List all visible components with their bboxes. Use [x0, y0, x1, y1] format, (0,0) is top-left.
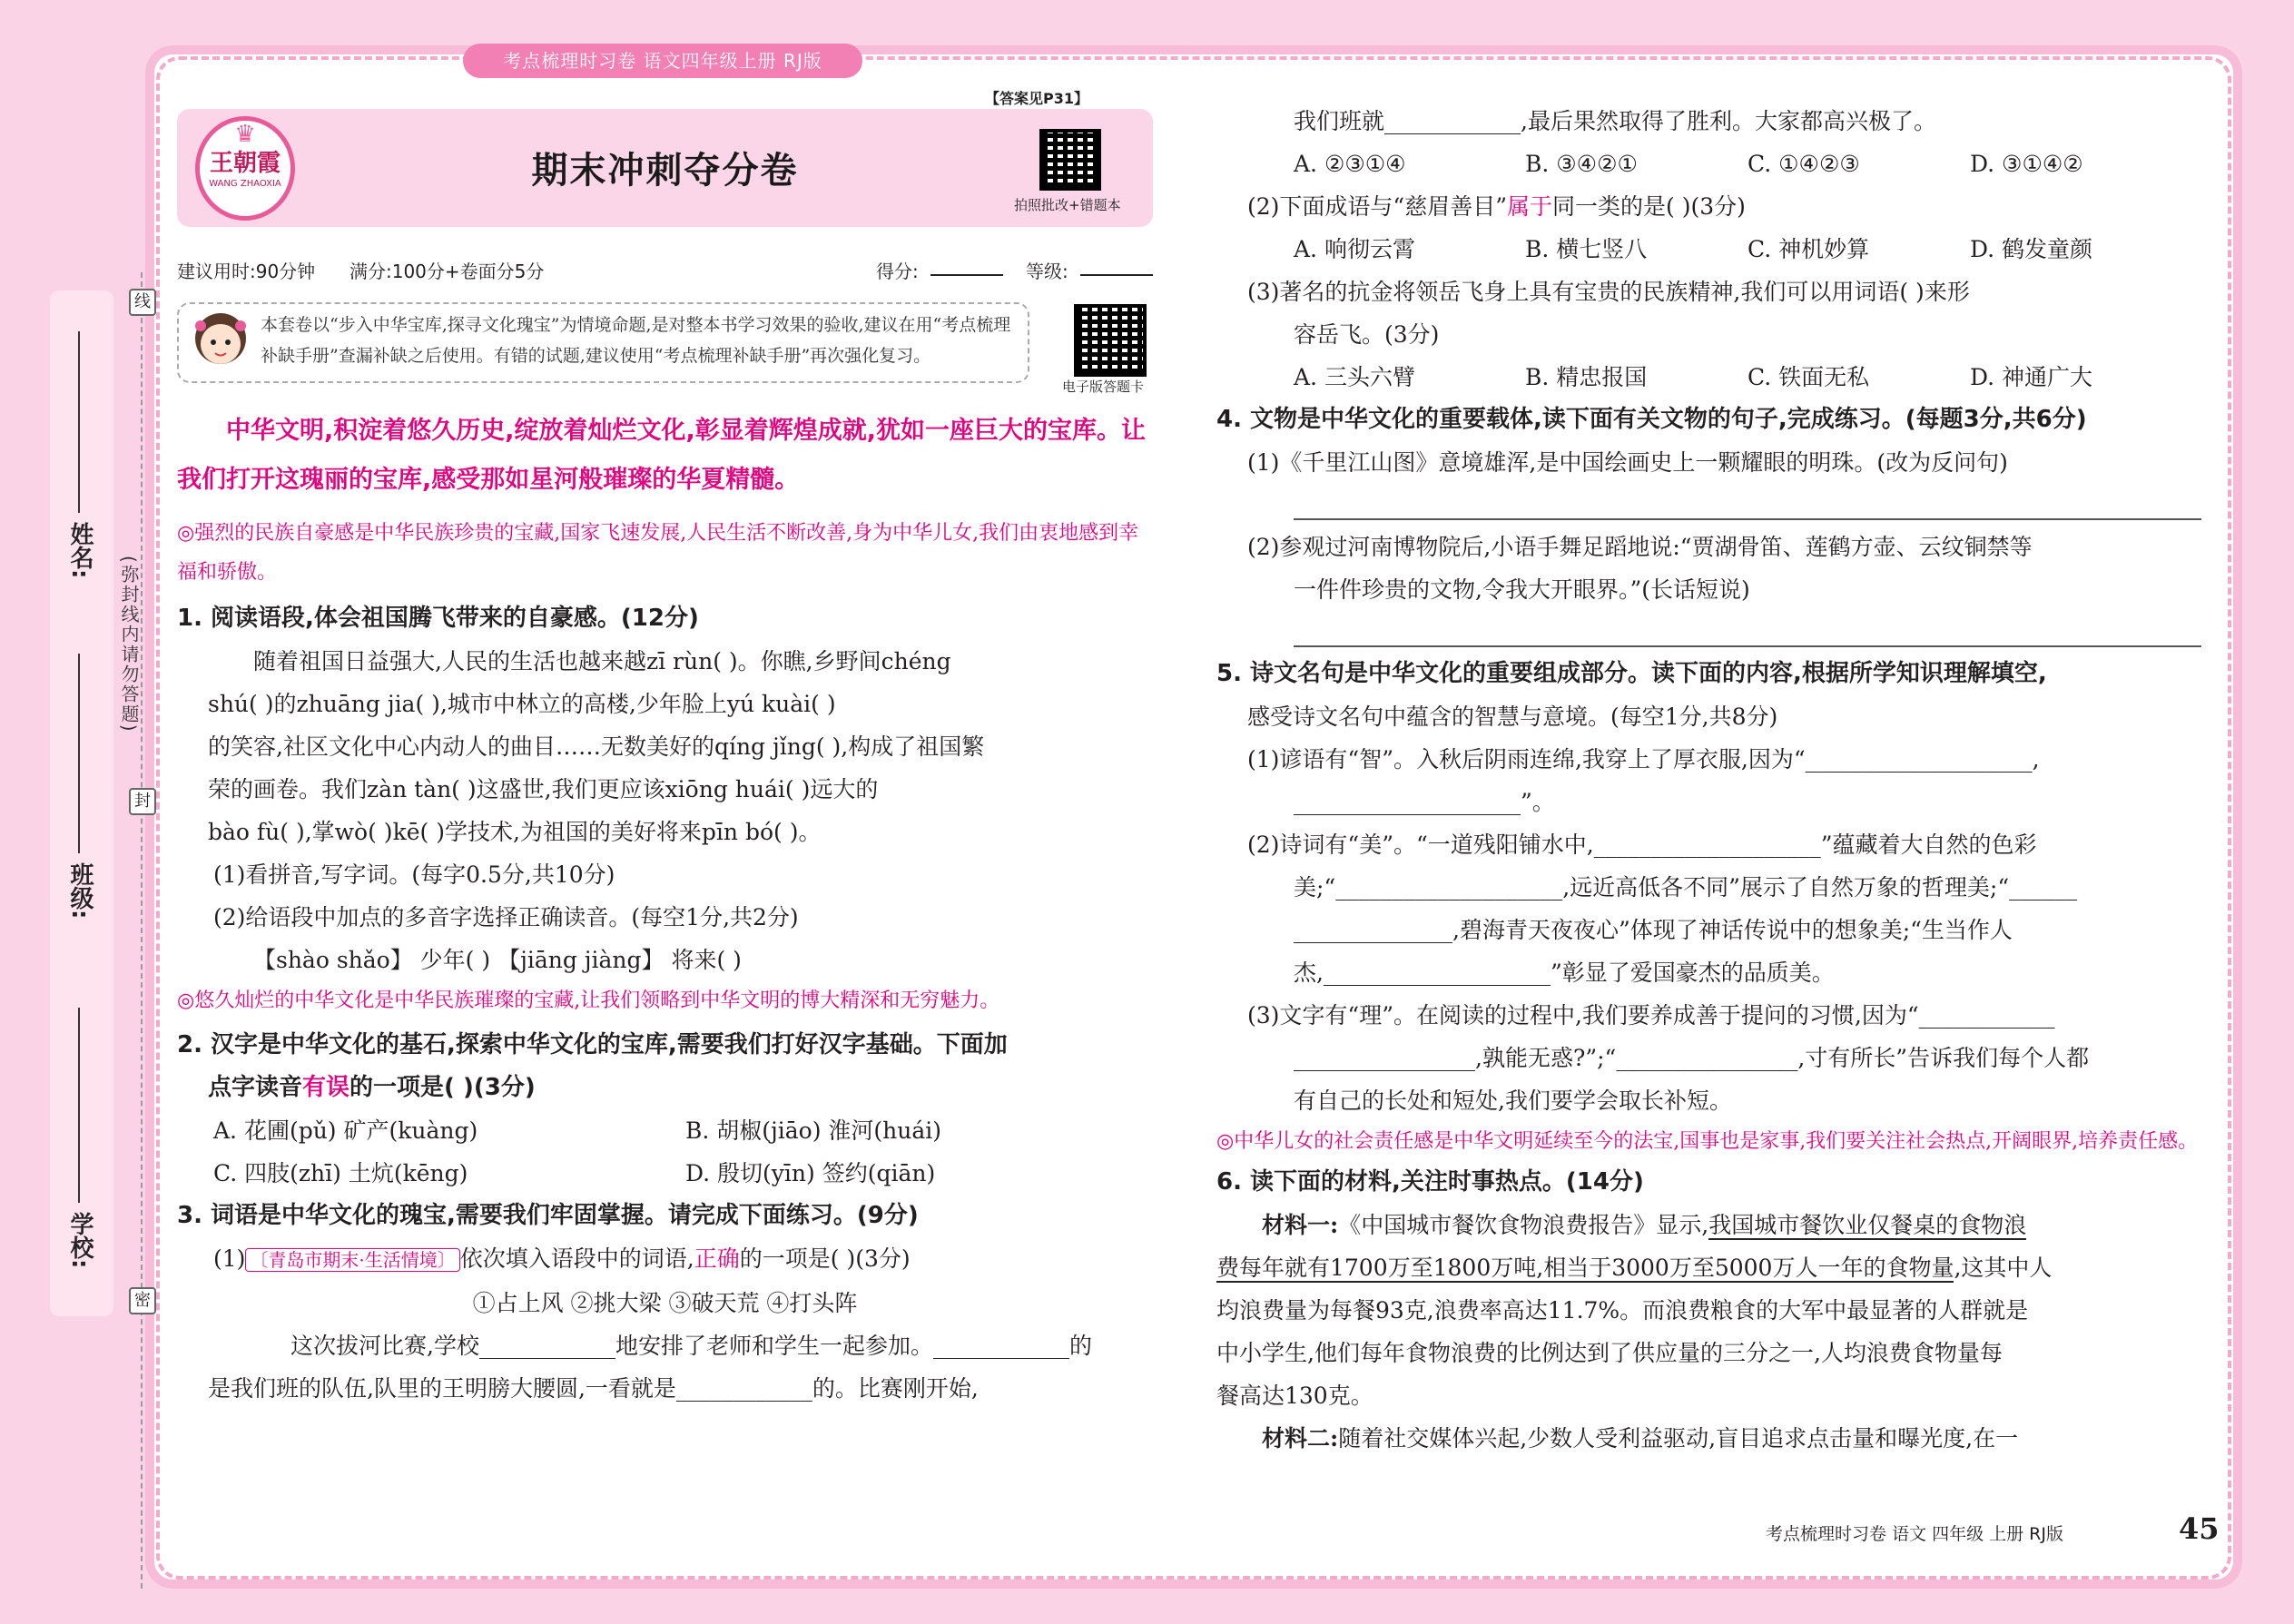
material-1-underlined-2: 费每年就有1700万至1800万吨,相当于3000万至5000万人一年的食物量	[1216, 1255, 1954, 1281]
q3-paragraph-2: 是我们班的队伍,队里的王明膀大腰圆,一看就是____________的。比赛刚开始,	[208, 1375, 979, 1402]
q2-title-text: 点字读音	[208, 1074, 303, 1101]
answer-sheet-caption: 电子版答题卡	[1062, 379, 1145, 395]
page-title: 期末冲刺夺分卷	[531, 150, 799, 192]
q2-option-b[interactable]: B. 胡椒(jiāo) 淮河(huái)	[685, 1117, 942, 1144]
material-2-label: 材料二:	[1262, 1425, 1339, 1452]
score-label: 满分:100分+卷面分5分	[350, 261, 545, 282]
question-5-title-cont: 感受诗文名句中蕴含的智慧与意境。(每空1分,共8分)	[1247, 704, 1778, 730]
theme-note-1: ◎强烈的民族自豪感是中华民族珍贵的宝藏,国家飞速发展,人民生活不断改善,身为中华儿女,我们由衷地感到幸福和骄傲。	[177, 522, 1139, 584]
q5-sub-1: (1)谚语有“智”。入秋后阴雨连绵,我穿上了厚衣服,因为“____________________,	[1247, 746, 2040, 773]
q3-1-option-a[interactable]: A. ②③①④	[1294, 151, 1406, 177]
q3-sub-3: (3)著名的抗金将领岳飞身上具有宝贵的民族精神,我们可以用词语( )来形	[1247, 279, 1970, 305]
q3-emphasis: 正确	[694, 1245, 740, 1272]
logo-sub: WANG ZHAOXIA	[209, 179, 281, 189]
q1-line-5: bào fù( ),掌wò( )kē( )学技术,为祖国的美好将来pīn bó( )。	[208, 819, 822, 845]
q1-sub-1: (1)看拼音,写字词。(每字0.5分,共10分)	[213, 861, 615, 888]
q3-3-option-b[interactable]: B. 精忠报国	[1525, 364, 1648, 390]
q5-sub-3-line-3: 有自己的长处和短处,我们要学会取长补短。	[1294, 1088, 1732, 1114]
question-5-title: 5. 诗文名句是中华文化的重要组成部分。读下面的内容,根据所学知识理解填空,	[1216, 660, 2047, 687]
q6-material-1-line-2	[1216, 1246, 2201, 1289]
answer-sheet-qr-icon[interactable]	[1074, 304, 1147, 377]
logo-brand: 王朝霞	[209, 150, 281, 177]
question-3-title: 3. 词语是中华文化的瑰宝,需要我们牢固掌握。请完成下面练习。(9分)	[177, 1202, 919, 1229]
q6-material-1-line-3: 均浪费量为每餐93克,浪费率高达11.7%。而浪费粮食的大军中最显著的人群就是	[1216, 1297, 2029, 1324]
material-1-label: 材料一:	[1262, 1212, 1339, 1238]
page-number: 45	[2179, 1511, 2220, 1546]
q3-1-option-d[interactable]: D. ③①④②	[1970, 151, 2083, 177]
seal-mark-feng: 封	[129, 788, 156, 815]
question-2-title: 2. 汉字是中华文化的基石,探索中华文化的宝库,需要我们打好汉字基础。下面加	[177, 1031, 1008, 1058]
material-1-underlined-1: 我国城市餐饮业仅餐桌的食物浪	[1708, 1212, 2027, 1238]
material-2-text: 随着社交媒体兴起,少数人受利益驱动,盲目追求点击量和曝光度,在一	[1338, 1425, 2019, 1452]
q4-answer-line-1[interactable]	[1294, 484, 2201, 520]
q3-source-tag: 〔青岛市期末·生活情境〕	[245, 1248, 459, 1272]
grade-field[interactable]	[1080, 272, 1153, 276]
q3-sub-2	[1216, 185, 2201, 228]
series-tab: 考点梳理时习卷 语文四年级上册 RJ版	[463, 44, 862, 78]
binding-strip	[50, 290, 113, 1316]
question-6-title: 6. 读下面的材料,关注时事热点。(14分)	[1216, 1168, 1644, 1196]
tip-text: 本套卷以“步入中华宝库,探寻文化瑰宝”为情境命题,是对整本书学习效果的验收,建议在用“考点梳理补缺手册”查漏补缺之后使用。有错的试题,建议使用“考点梳理补缺手册”再次强化复习。	[261, 315, 1011, 366]
time-label: 建议用时:90分钟	[177, 261, 316, 282]
right-column	[1216, 100, 2201, 1460]
question-1-title: 1. 阅读语段,体会祖国腾飞带来的自豪感。(12分)	[177, 605, 699, 632]
school-label: 学校:	[66, 1212, 94, 1269]
q3-sub2-emphasis: 属于	[1506, 193, 1552, 220]
q6-material-1-line-4: 中小学生,他们每年食物浪费的比例达到了供应量的三分之一,人均浪费食物量每	[1216, 1340, 2003, 1366]
q2-title-end: 的一项是( )(3分)	[350, 1074, 536, 1101]
q4-sub-2: (2)参观过河南博物院后,小语手舞足蹈地说:“贾湖骨笛、莲鹤方壶、云纹铜禁等	[1247, 534, 2033, 560]
tip-box	[177, 302, 1029, 383]
q3-2-option-c[interactable]: C. 神机妙算	[1748, 236, 1870, 262]
q4-answer-line-2[interactable]	[1294, 611, 2201, 647]
grade-label: 等级:	[1026, 261, 1068, 282]
q5-sub-3-line-2: ________________,孰能无惑?”;“________________,寸有所长”告诉我们每个人都	[1294, 1045, 2090, 1071]
q3-2-option-b[interactable]: B. 横七竖八	[1525, 236, 1648, 262]
question-2-title-cont	[177, 1067, 1153, 1109]
q3-paragraph-3: 我们班就____________,最后果然取得了胜利。大家都高兴极了。	[1294, 108, 1936, 134]
q6-material-1-line-5: 餐高达130克。	[1216, 1383, 1373, 1409]
q2-emphasis: 有误	[302, 1074, 350, 1101]
q2-option-d[interactable]: D. 殷切(yīn) 签约(qiān)	[685, 1160, 936, 1186]
q5-sub-3: (3)文字有“理”。在阅读的过程中,我们要养成善于提问的习惯,因为“____________	[1247, 1002, 2055, 1029]
intro-paragraph: 中华文明,积淀着悠久历史,绽放着灿烂文化,彰显着辉煌成就,犹如一座巨大的宝库。让我们打开这瑰丽的宝库,感受那如星河般璀璨的华夏精髓。	[177, 417, 1147, 494]
q1-line-3: 的笑容,社区文化中心内动人的曲目……无数美好的qíng jǐng( ),构成了祖国繁	[208, 733, 985, 760]
answer-reference: 【答案见P31】	[985, 90, 1088, 107]
school-field[interactable]	[78, 1008, 80, 1203]
q4-sub-2-cont: 一件件珍贵的文物,令我大开眼界。”(长话短说)	[1294, 576, 1750, 603]
q3-3-option-d[interactable]: D. 神通广大	[1970, 364, 2093, 390]
q3-sub1-text: 依次填入语段中的词语,	[459, 1245, 694, 1272]
q3-sub1-number: (1)	[213, 1245, 246, 1272]
q5-sub-2-line-4: 杰,____________________”彰显了爱国豪杰的品质美。	[1294, 960, 1835, 986]
q4-sub-1: (1)《千里江山图》意境雄浑,是中国绘画史上一颗耀眼的明珠。(改为反问句)	[1247, 449, 2008, 476]
girl-avatar-icon	[188, 306, 253, 377]
material-1-text: 《中国城市餐饮食物浪费报告》显示,	[1338, 1212, 1709, 1238]
question-4-title: 4. 文物是中华文化的重要载体,读下面有关文物的句子,完成练习。(每题3分,共6分)	[1216, 406, 2087, 433]
q5-sub-2-line-3: ______________,碧海青天夜夜心”体现了神话传说中的想象美;“生当作人	[1294, 917, 2013, 943]
q3-sub-3-cont: 容岳飞。(3分)	[1294, 321, 1440, 348]
seal-mark-line: 线	[129, 289, 156, 316]
q1-sub-2-options: 【shào shǎo】 少年( ) 【jiāng jiàng】 将来( )	[253, 947, 742, 973]
crown-icon: ♛	[234, 121, 256, 148]
q6-material-1	[1216, 1204, 2201, 1246]
q1-line-1: 随着祖国日益强大,人民的生活也越来越zī rùn( )。你瞧,乡野间chéng	[253, 648, 951, 674]
got-field[interactable]	[930, 272, 1003, 276]
q5-sub-2: (2)诗词有“美”。“一道残阳铺水中,____________________”蕴藏着大自然的色彩	[1247, 832, 2037, 858]
q2-option-c[interactable]: C. 四肢(zhī) 土炕(kēng)	[213, 1160, 468, 1186]
header-banner	[177, 109, 1153, 227]
theme-note-3: ◎中华儿女的社会责任感是中华文明延续至今的法宝,国事也是家事,我们要关注社会热点,开阔眼界,培养责任感。	[1216, 1130, 2199, 1153]
material-1-text-2: ,这其中人	[1954, 1255, 2053, 1281]
q3-sub2-end: 同一类的是( )(3分)	[1552, 193, 1746, 220]
q5-sub-2-line-2: 美;“____________________,远近高低各不同”展示了自然万象的哲理美;“______	[1294, 874, 2078, 901]
q5-sub-1-cont: ____________________”。	[1294, 789, 1555, 815]
q2-option-a[interactable]: A. 花圃(pǔ) 矿产(kuàng)	[213, 1117, 478, 1144]
class-field[interactable]	[78, 654, 80, 853]
q3-paragraph-1: 这次拔河比赛,学校____________地安排了老师和学生一起参加。____________的	[290, 1333, 1092, 1359]
footer-series: 考点梳理时习卷 语文 四年级 上册 RJ版	[1766, 1524, 2063, 1544]
q3-2-option-d[interactable]: D. 鹤发童颜	[1970, 236, 2093, 262]
binding-note: (弥封线内请勿答题)	[118, 556, 140, 733]
q3-1-option-c[interactable]: C. ①④②③	[1748, 151, 1860, 177]
q3-sub-1	[177, 1237, 1153, 1282]
q1-sub-2: (2)给语段中加点的多音字选择正确读音。(每空1分,共2分)	[213, 904, 799, 930]
got-label: 得分:	[876, 261, 919, 282]
q3-sub1-end: 的一项是( )(3分)	[739, 1245, 911, 1272]
q3-3-option-a[interactable]: A. 三头六臂	[1294, 364, 1415, 390]
name-label: 姓名:	[66, 522, 94, 579]
q1-line-4: 荣的画卷。我们zàn tàn( )这盛世,我们更应该xiōng huái( )远大的	[208, 776, 879, 802]
seal-mark-mi: 密	[129, 1287, 156, 1314]
q1-line-2: shú( )的zhuāng jia( ),城市中林立的高楼,少年脸上yú kuài( )	[208, 691, 836, 717]
name-field[interactable]	[78, 331, 80, 513]
q3-1-option-b[interactable]: B. ③④②①	[1525, 151, 1638, 177]
qr-code-icon[interactable]	[1039, 129, 1101, 191]
qr-caption: 拍照批改+错题本	[1014, 197, 1121, 213]
left-column	[177, 407, 1153, 1410]
binding-cut-line	[141, 272, 143, 1589]
q3-sub2-text: (2)下面成语与“慈眉善目”	[1247, 193, 1507, 220]
q6-material-2	[1216, 1417, 2201, 1460]
class-label: 班级:	[66, 862, 94, 920]
q3-3-option-c[interactable]: C. 铁面无私	[1748, 364, 1870, 390]
q3-2-option-a[interactable]: A. 响彻云霄	[1294, 236, 1415, 262]
q3-word-bank: ①占上风 ②挑大梁 ③破天荒 ④打头阵	[472, 1290, 858, 1316]
theme-note-2: ◎悠久灿烂的中华文化是中华民族璀璨的宝藏,让我们领略到中华文明的博大精深和无穷魅力。	[177, 989, 1000, 1012]
